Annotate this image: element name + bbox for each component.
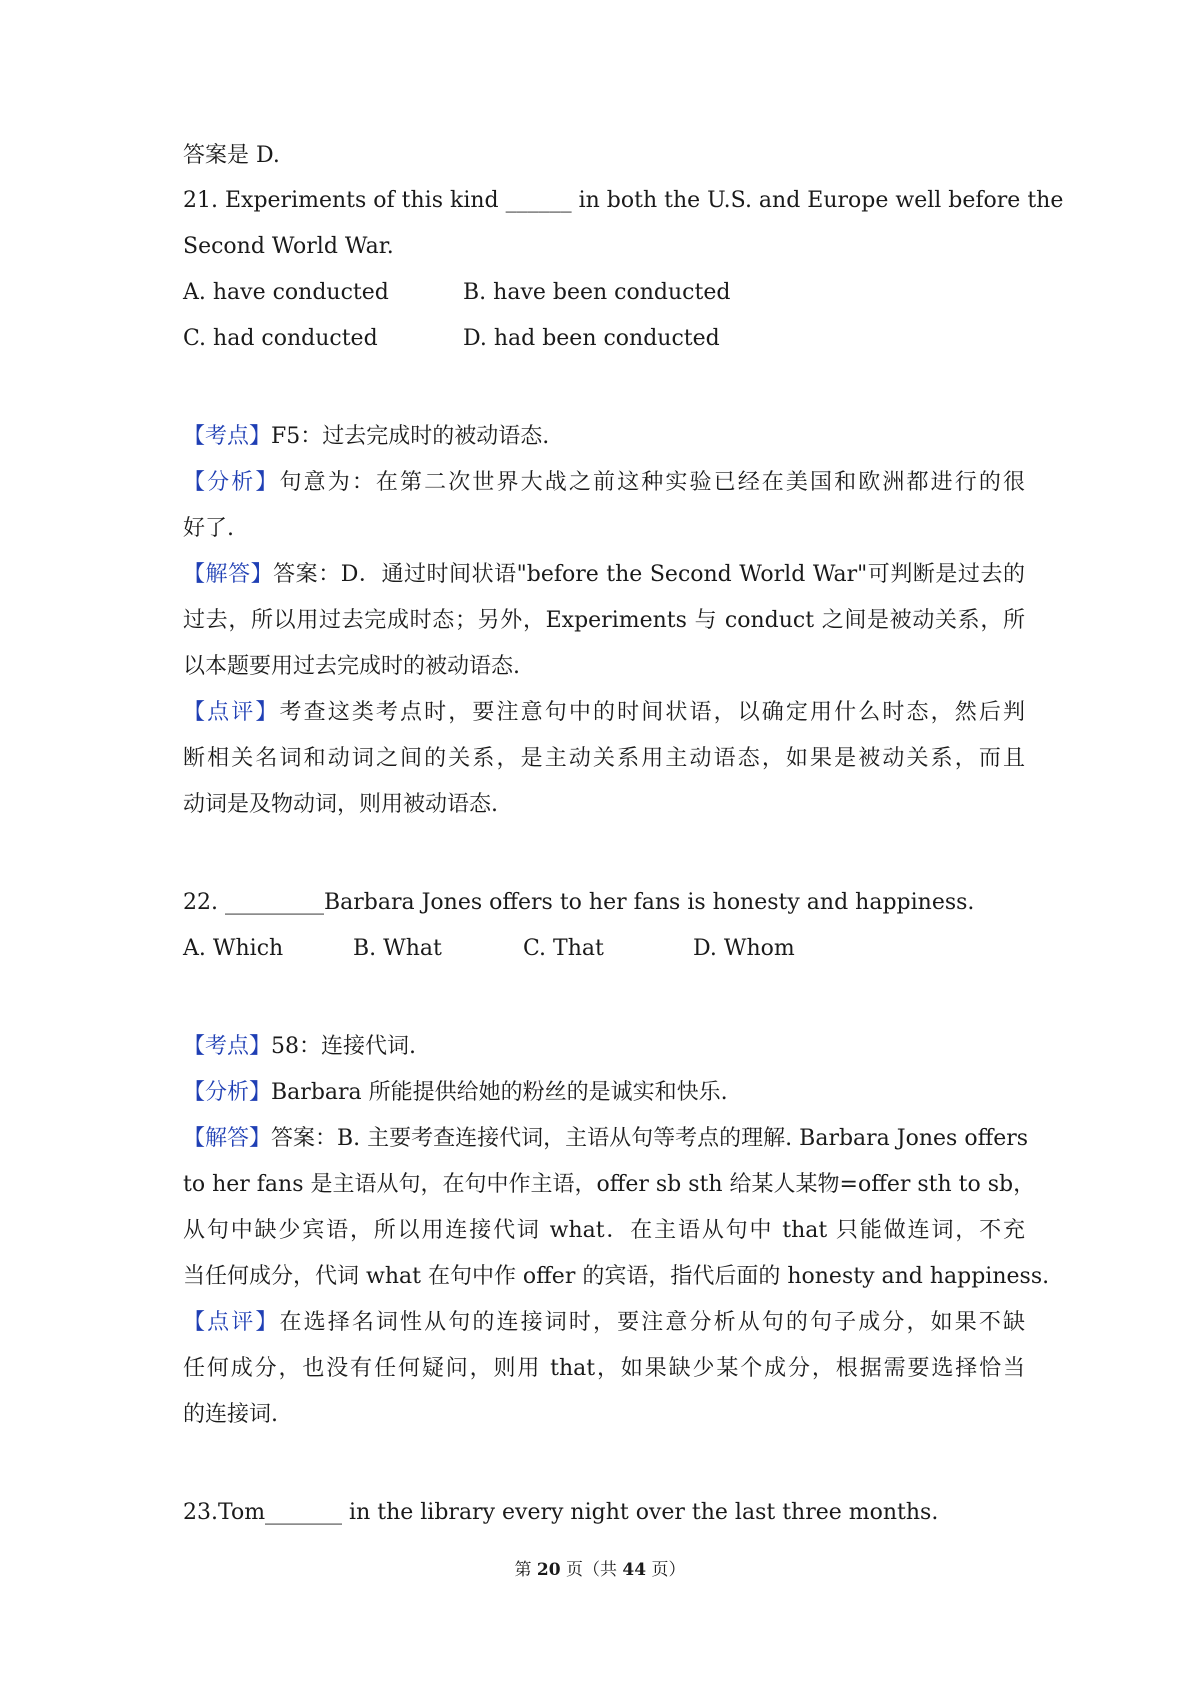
q20-answer-tail: 答案是 D. <box>183 143 280 168</box>
q21-jieda-line2: 过去，所以用过去完成时态；另外，Experiments 与 conduct 之间是被动关系，所 <box>183 608 1025 633</box>
jieda-tag: 【解答】 <box>183 1126 272 1151</box>
q21-stem-line2: Second World War. <box>183 234 394 259</box>
q22-jieda-line3: 从句中缺少宾语，所以用连接代词 what．在主语从句中 that 只能做连词，不充 <box>183 1218 1025 1243</box>
q22-jieda-line2: to her fans 是主语从句，在句中作主语，offer sb sth 给某人某物=offer sth to sb， <box>183 1172 1036 1197</box>
q22-dianping-line2: 任何成分，也没有任何疑问，则用 that，如果缺少某个成分，根据需要选择恰当 <box>183 1356 1025 1381</box>
q21-option-d: D. had been conducted <box>463 326 720 351</box>
q21-fenxi-line1 <box>183 468 1025 498</box>
q22-option-d: D. Whom <box>693 936 795 961</box>
fenxi-text: 句意为：在第二次世界大战之前这种实验已经在美国和欧洲都进行的很 <box>279 470 1025 495</box>
dianping-text: 在选择名词性从句的连接词时，要注意分析从句的句子成分，如果不缺 <box>279 1310 1025 1335</box>
page-footer <box>0 1558 1200 1582</box>
footer-suffix: 页） <box>646 1560 686 1580</box>
footer-prefix: 第 <box>514 1560 537 1580</box>
q22-dianping-line3: 的连接词. <box>183 1402 278 1427</box>
q21-option-c: C. had conducted <box>183 326 378 351</box>
kaodian-tag: 【考点】 <box>183 424 272 449</box>
q22-fenxi <box>183 1078 728 1108</box>
q21-dianping-line2: 断相关名词和动词之间的关系，是主动关系用主动语态，如果是被动关系，而且 <box>183 746 1025 771</box>
q21-jieda-line1 <box>183 560 1025 590</box>
q22-dianping-line1 <box>183 1308 1025 1338</box>
q21-jieda-line3: 以本题要用过去完成时的被动语态. <box>183 654 520 679</box>
jieda-text: 答案：D．通过时间状语"before the Second World War"可判断是过去的 <box>273 562 1025 587</box>
q21-dianping-line1 <box>183 698 1025 728</box>
q23-stem: 23.Tom_______ in the library every night over the last three months. <box>183 1500 939 1525</box>
q22-stem: 22. _________Barbara Jones offers to her fans is honesty and happiness. <box>183 890 975 915</box>
footer-total-pages: 44 <box>622 1560 647 1580</box>
q21-option-b: B. have been conducted <box>463 280 731 305</box>
footer-middle: 页（共 <box>560 1560 623 1580</box>
q22-jieda-line4: 当任何成分，代词 what 在句中作 offer 的宾语，指代后面的 honesty and happiness. <box>183 1264 1050 1289</box>
fenxi-tag: 【分析】 <box>183 1080 272 1105</box>
footer-page-number: 20 <box>536 1560 561 1580</box>
dianping-text: 考查这类考点时，要注意句中的时间状语，以确定用什么时态，然后判 <box>279 700 1025 725</box>
q21-stem-line1: 21. Experiments of this kind ______ in both the U.S. and Europe well before the <box>183 188 1064 213</box>
q22-option-a: A. Which <box>183 936 284 961</box>
dianping-tag: 【点评】 <box>183 700 280 725</box>
fenxi-text: Barbara 所能提供给她的粉丝的是诚实和快乐. <box>271 1080 728 1105</box>
q22-option-c: C. That <box>523 936 604 961</box>
q21-dianping-line3: 动词是及物动词，则用被动语态. <box>183 792 498 817</box>
q21-fenxi-line2: 好了. <box>183 516 234 541</box>
kaodian-tag: 【考点】 <box>183 1034 272 1059</box>
fenxi-tag: 【分析】 <box>183 470 280 495</box>
q22-jieda-line1 <box>183 1124 1029 1154</box>
q22-kaodian <box>183 1032 416 1062</box>
jieda-text: 答案：B. 主要考查连接代词，主语从句等考点的理解. Barbara Jones offers <box>271 1126 1029 1151</box>
dianping-tag: 【点评】 <box>183 1310 280 1335</box>
kaodian-text: F5：过去完成时的被动语态. <box>271 424 550 449</box>
q21-kaodian <box>183 422 549 452</box>
q22-option-b: B. What <box>353 936 442 961</box>
jieda-tag: 【解答】 <box>183 562 274 587</box>
q21-option-a: A. have conducted <box>183 280 389 305</box>
kaodian-text: 58：连接代词. <box>271 1034 417 1059</box>
